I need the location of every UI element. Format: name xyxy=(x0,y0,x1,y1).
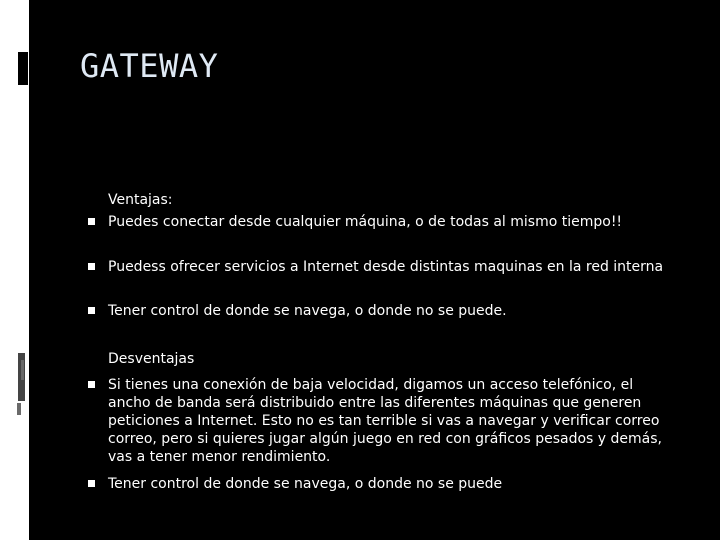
bullet-icon xyxy=(88,480,95,487)
bullet-icon xyxy=(88,263,95,270)
section-heading-ventajas: Ventajas: xyxy=(108,192,173,208)
section-heading-desventajas: Desventajas xyxy=(108,351,195,367)
list-item: Puedess ofrecer servicios a Internet desde distintas maquinas en la red interna xyxy=(108,259,664,275)
bullet-icon xyxy=(88,218,95,225)
slide-title: GATEWAY xyxy=(80,47,219,85)
bullet-icon xyxy=(88,307,95,314)
list-item: Tener control de donde se navega, o donde no se puede xyxy=(108,476,503,492)
list-item: Puedes conectar desde cualquier máquina, o de todas al mismo tiempo!! xyxy=(108,214,623,230)
bullet-icon xyxy=(88,381,95,388)
list-item: Tener control de donde se navega, o donde no se puede. xyxy=(108,303,507,319)
list-item: Si tienes una conexión de baja velocidad, digamos un acceso telefónico, el ancho de banda será distribuido entre las diferentes máquinas que generen peticiones a Internet. Esto no es tan terrible si vas a navegar y verificar correo correo, pero si quieres jugar algún juego en red con gráficos pesados y demás, vas a tener menor rendimiento. xyxy=(108,377,662,465)
